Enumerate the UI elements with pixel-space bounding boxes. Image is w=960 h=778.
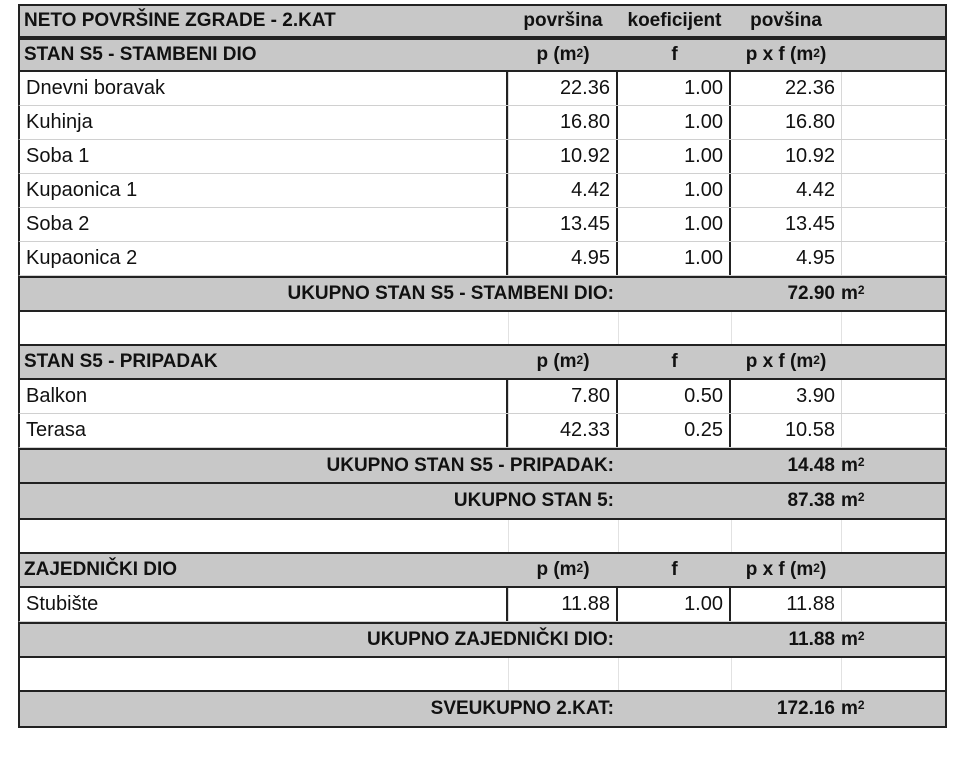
col-header-p[interactable]: p (m $^2$ ) <box>536 351 590 372</box>
area-p[interactable]: 42.33 <box>508 414 618 447</box>
col-header-pxf[interactable]: p x f (m $^2$ ) <box>745 559 827 580</box>
col-header-pxf[interactable]: p x f (m $^2$ ) <box>745 44 827 65</box>
area-p[interactable]: 22.36 <box>508 72 618 105</box>
empty-cell[interactable] <box>841 414 949 447</box>
blank-row <box>18 312 947 346</box>
area-pxf[interactable]: 4.95 <box>796 247 835 269</box>
area-p[interactable]: 10.92 <box>508 140 618 173</box>
unit-label: m $^2$ <box>841 455 865 476</box>
empty-cell[interactable] <box>731 312 841 344</box>
subtotal-value[interactable]: 87.38 <box>787 490 835 511</box>
subtotal-label[interactable]: UKUPNO ZAJEDNIČKI DIO: <box>366 629 614 650</box>
subtotal-row <box>18 484 947 520</box>
grand-total-value[interactable]: 172.16 <box>776 698 835 719</box>
subtotal-label[interactable]: UKUPNO STAN 5: <box>453 490 614 511</box>
subtotal-value[interactable]: 11.88 <box>788 629 835 650</box>
table-row <box>18 72 947 106</box>
subtotal-value[interactable]: 14.48 <box>787 455 835 476</box>
empty-cell[interactable] <box>618 312 731 344</box>
table-row <box>18 174 947 208</box>
col-header-p[interactable]: p (m $^2$ ) <box>536 559 590 580</box>
empty-cell[interactable] <box>841 174 949 207</box>
table-title-row <box>18 4 947 38</box>
room-name[interactable]: Soba 1 <box>20 140 508 173</box>
empty-cell[interactable] <box>841 588 949 621</box>
area-p[interactable]: 13.45 <box>508 208 618 241</box>
area-pxf[interactable]: 16.80 <box>784 111 835 133</box>
col-header-povsina[interactable]: povšina <box>750 10 822 31</box>
grand-total-row <box>18 692 947 728</box>
section-header-row <box>18 554 947 588</box>
empty-cell[interactable] <box>841 106 949 139</box>
area-p[interactable]: 11.88 <box>508 588 618 621</box>
table-row <box>18 414 947 448</box>
coefficient-f[interactable]: 1.00 <box>618 588 731 621</box>
empty-cell[interactable] <box>618 520 731 552</box>
col-header-f[interactable]: f <box>671 351 678 372</box>
empty-cell[interactable] <box>20 312 508 344</box>
table-row <box>18 588 947 622</box>
coefficient-f[interactable]: 1.00 <box>618 106 731 139</box>
empty-cell[interactable] <box>841 520 949 552</box>
col-header-povrsina[interactable]: površina <box>523 10 603 31</box>
coefficient-f[interactable]: 1.00 <box>618 72 731 105</box>
section-header-row <box>18 346 947 380</box>
area-pxf[interactable]: 11.88 <box>786 593 835 615</box>
empty-cell[interactable] <box>731 520 841 552</box>
unit-label: m $^2$ <box>841 629 865 650</box>
col-header-f[interactable]: f <box>671 44 678 65</box>
empty-cell[interactable] <box>841 658 949 690</box>
empty-cell[interactable] <box>731 658 841 690</box>
area-pxf[interactable]: 3.90 <box>796 385 835 407</box>
area-pxf[interactable]: 10.58 <box>784 419 835 441</box>
spreadsheet-table <box>18 4 947 728</box>
area-pxf[interactable]: 4.42 <box>796 179 835 201</box>
col-header-f[interactable]: f <box>671 559 678 580</box>
area-pxf[interactable]: 22.36 <box>784 77 835 99</box>
area-p[interactable]: 16.80 <box>508 106 618 139</box>
subtotal-row <box>18 448 947 484</box>
table-row <box>18 140 947 174</box>
col-header-p[interactable]: p (m $^2$ ) <box>536 44 590 65</box>
room-name[interactable]: Balkon <box>20 380 508 413</box>
subtotal-label[interactable]: UKUPNO STAN S5 - STAMBENI DIO: <box>287 283 614 304</box>
blank-row <box>18 520 947 554</box>
table-row <box>18 208 947 242</box>
empty-cell[interactable] <box>841 40 949 70</box>
area-pxf[interactable]: 13.45 <box>784 213 835 235</box>
room-name[interactable]: Dnevni boravak <box>20 72 508 105</box>
table-title[interactable]: NETO POVRŠINE ZGRADE - 2.KAT <box>24 10 336 31</box>
area-p[interactable]: 4.95 <box>508 242 618 275</box>
coefficient-f[interactable]: 1.00 <box>618 208 731 241</box>
room-name[interactable]: Stubište <box>20 588 508 621</box>
empty-cell[interactable] <box>841 242 949 275</box>
empty-cell[interactable] <box>20 520 508 552</box>
subtotal-row <box>18 622 947 658</box>
section-header-row <box>18 38 947 72</box>
section-title[interactable]: STAN S5 - PRIPADAK <box>24 351 218 372</box>
empty-cell[interactable] <box>841 554 949 586</box>
section-title[interactable]: ZAJEDNIČKI DIO <box>24 559 178 580</box>
table-row <box>18 106 947 140</box>
table-row <box>18 242 947 276</box>
area-pxf[interactable]: 10.92 <box>784 145 835 167</box>
empty-cell[interactable] <box>508 312 618 344</box>
empty-cell[interactable] <box>841 346 949 378</box>
subtotal-label[interactable]: UKUPNO STAN S5 - PRIPADAK: <box>326 455 614 476</box>
empty-cell[interactable] <box>508 520 618 552</box>
empty-cell[interactable] <box>20 658 508 690</box>
unit-label: m $^2$ <box>841 490 865 511</box>
empty-cell[interactable] <box>508 658 618 690</box>
empty-cell[interactable] <box>841 312 949 344</box>
room-name[interactable]: Kupaonica 2 <box>20 242 508 275</box>
room-name[interactable]: Kuhinja <box>20 106 508 139</box>
coefficient-f[interactable]: 1.00 <box>618 174 731 207</box>
coefficient-f[interactable]: 0.50 <box>618 380 731 413</box>
blank-row <box>18 658 947 692</box>
empty-cell[interactable] <box>841 6 949 36</box>
empty-cell[interactable] <box>841 140 949 173</box>
coefficient-f[interactable]: 1.00 <box>618 242 731 275</box>
empty-cell[interactable] <box>841 208 949 241</box>
room-name[interactable]: Soba 2 <box>20 208 508 241</box>
room-name[interactable]: Terasa <box>20 414 508 447</box>
unit-label: m $^2$ <box>841 698 865 719</box>
unit-label: m $^2$ <box>841 283 865 304</box>
empty-cell[interactable] <box>618 658 731 690</box>
area-p[interactable]: 4.42 <box>508 174 618 207</box>
subtotal-row <box>18 276 947 312</box>
subtotal-value[interactable]: 72.90 <box>787 283 835 304</box>
grand-total-label[interactable]: SVEUKUPNO 2.KAT: <box>430 698 614 719</box>
section-title[interactable]: STAN S5 - STAMBENI DIO <box>24 44 257 65</box>
empty-cell[interactable] <box>841 72 949 105</box>
col-header-pxf[interactable]: p x f (m $^2$ ) <box>745 351 827 372</box>
col-header-koeficijent[interactable]: koeficijent <box>627 10 722 31</box>
empty-cell[interactable] <box>841 380 949 413</box>
coefficient-f[interactable]: 0.25 <box>618 414 731 447</box>
area-p[interactable]: 7.80 <box>508 380 618 413</box>
room-name[interactable]: Kupaonica 1 <box>20 174 508 207</box>
table-row <box>18 380 947 414</box>
coefficient-f[interactable]: 1.00 <box>618 140 731 173</box>
